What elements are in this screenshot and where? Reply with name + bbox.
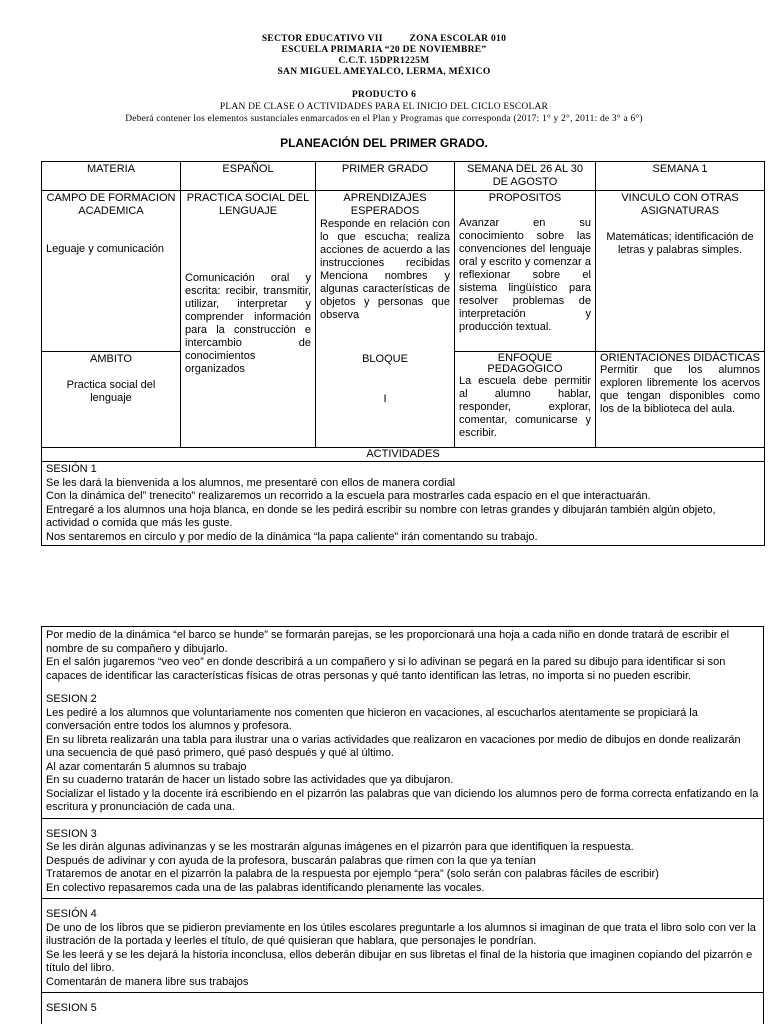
orientaciones-value: Permitir que los alumnos exploren libremente los acervos que tengan disponibles como los de la biblioteca del aula.: [600, 364, 760, 415]
cell-grado: PRIMER GRADO: [316, 162, 455, 191]
cell-propositos: [455, 191, 596, 352]
cell-semana-numero: SEMANA 1: [596, 162, 765, 191]
activity-line: De uno de los libros que se pidieron previamente en los útiles escolares preguntarle a los alumnos si imaginan de que trata el libro solo con ver la ilustración de la portada y leerles el título, de qué quisieran que hablara, que personajes le pondrían.: [46, 921, 756, 947]
cell-ambito: [42, 352, 181, 448]
header-location: SAN MIGUEL AMEYALCO, LERMA, MÉXICO: [277, 67, 491, 77]
activity-line: Socializar el listado y la docente irá escribiendo en el pizarrón las palabras que van diciendo los alumnos pero de forma correcta enfatizando en la escritura y pronunciación de cada una.: [46, 787, 759, 813]
practica-label: PRACTICA SOCIAL DEL LENGUAJE: [186, 192, 310, 217]
bloque-value: I: [383, 392, 387, 405]
table-row-ambito: [42, 352, 765, 448]
cell-aprendizajes: [316, 191, 455, 352]
propositos-label: PROPOSITOS: [488, 192, 562, 204]
activity-line: En su cuaderno tratarán de hacer un listado sobre las actividades que ya dibujaron.: [46, 774, 454, 786]
vinculo-value: Matemáticas; identificación de letras y palabras simples.: [606, 231, 754, 256]
table-row-sesion1: [42, 462, 765, 546]
header-school-name: ESCUELA PRIMARIA “20 DE NOVIEMBRE”: [281, 45, 487, 55]
vinculo-label: VINCULO CON OTRAS ASIGNATURAS: [621, 192, 739, 217]
sesion-3: [42, 819, 763, 900]
cell-vinculo: [596, 191, 765, 352]
ambito-value: Practica social del lenguaje: [66, 379, 156, 404]
aprendizajes-value: Responde en relación con lo que escucha; realiza acciones de acuerdo a las instrucciones recibidas Menciona nombres y algunas características de objetos y personas que observa: [320, 218, 450, 321]
sesion-1: [42, 462, 765, 546]
activity-line: En el salón jugaremos “veo veo” en donde describirá a un compañero y si lo adivinan se pegará en la pared su dibujo para identificar si son capaces de identificar las características físicas de otras personas y qué tanto identifican las letras, no importa si no pueden escribir.: [46, 656, 726, 682]
activity-line: Después de adivinar y con ayuda de la profesora, buscarán palabras que rimen con la que ya tenían: [46, 854, 536, 867]
campo-value: Leguaje y comunicación: [46, 243, 165, 255]
sesion-2-title: SESION 2: [46, 693, 97, 705]
cell-materia: MATERIA: [42, 162, 181, 191]
cell-practica: [181, 191, 316, 448]
product-label: PRODUCTO 6: [351, 90, 417, 100]
practica-value: Comunicación oral y escrita: recibir, transmitir, utilizar, interpretar y comprender información para la construcción e intercambio de conocimientos organizados: [185, 272, 311, 375]
aprendizajes-label: APRENDIZAJES ESPERADOS: [343, 192, 427, 217]
activity-line: Trataremos de anotar en el pizarrón la palabra de la respuesta por ejemplo “pera” (solo serán con palabras fáciles de escribir): [46, 868, 659, 880]
cell-semana-fecha: SEMANA DEL 26 AL 30 DE AGOSTO: [455, 162, 596, 191]
header-cct: C.C.T. 15DPR1225M: [338, 56, 430, 66]
plan-subtitle: PLAN DE CLASE O ACTIVIDADES PARA EL INICIO DEL CICLO ESCOLAR: [219, 102, 549, 112]
enfoque-value: La escuela debe permitir al alumno hablar, responder, explorar, comentar, comunicarse y escribir.: [459, 375, 591, 439]
planning-table: [41, 161, 765, 546]
enfoque-label: ENFOQUE PEDAGOGICO: [487, 352, 563, 375]
sesion-1-line: Con la dinámica del” trenecito” realizaremos un recorrido a la escuela para mostrarles cada espacio en el que interactuarán.: [46, 490, 651, 502]
activity-line: Al azar comentarán 5 alumnos su trabajo: [46, 760, 247, 773]
activity-line: Comentarán de manera libre sus trabajos: [46, 975, 249, 988]
actividades-label: ACTIVIDADES: [42, 448, 765, 462]
ambito-label: AMBITO: [90, 353, 132, 365]
page-title: PLANEACIÓN DEL PRIMER GRADO.: [280, 136, 488, 150]
sesion-5: [42, 993, 763, 1016]
sesion-1-line: Entregaré a los alumnos una hoja blanca, en donde se les pedirá escribir su nombre con letras grandes y dibujarán también algún objeto, actividad o comida que más les guste.: [46, 503, 716, 529]
cell-espanol: ESPAÑOL: [181, 162, 316, 191]
school-header: [0, 34, 768, 78]
header-sector-zone: SECTOR EDUCATIVO VII ZONA ESCOLAR 010: [261, 34, 507, 44]
activity-line: Se les dirán algunas adivinanzas y se les mostrarán algunas imágenes en el pizarrón para que identifiquen la respuesta.: [46, 841, 634, 853]
sesion-5-title: SESION 5: [46, 1002, 97, 1014]
propositos-value: Avanzar en su conocimiento sobre las convenciones del lenguaje oral y escrito y comenzar a reflexionar sobre el sistema lingüístico para resolver problemas de interpretación y producción textual.: [459, 217, 591, 333]
activity-line: En colectivo repasaremos cada una de las palabras identificando plenamente las vocales.: [46, 881, 485, 894]
cell-bloque: [316, 352, 455, 448]
sesion-1-title: SESIÓN 1: [46, 463, 97, 475]
activity-line: En su libreta realizarán una tabla para ilustrar una o varias actividades que realizaron en vacaciones por medio de dibujos en donde realizarán una secuencia de qué pasó primero, qué pasó después y qué al último.: [46, 733, 741, 759]
sesion-1-continuation: [42, 627, 763, 819]
cell-enfoque: [455, 352, 596, 448]
bloque-label: BLOQUE: [362, 352, 408, 365]
activities-continuation: [41, 626, 764, 1024]
orientaciones-label: ORIENTACIONES DIDÁCTICAS: [600, 352, 760, 364]
sesion-1-line: Se les dará la bienvenida a los alumnos, me presentaré con ellos de manera cordial: [46, 476, 456, 489]
campo-label: CAMPO DE FORMACION ACADEMICA: [46, 192, 176, 217]
sesion-1-line: Nos sentaremos en circulo y por medio de la dinámica “la papa caliente” irán comentando su trabajo.: [46, 530, 538, 543]
table-row-actividades-header: [42, 448, 765, 462]
activity-line: Por medio de la dinámica “el barco se hunde” se formarán parejas, se les proporcionará una hoja a cada niño en donde tratará de escribir el nombre de su compañero y dibujarlo.: [46, 629, 730, 655]
sesion-4-title: SESIÓN 4: [46, 908, 97, 920]
sesion-3-title: SESION 3: [46, 827, 97, 840]
cell-orientaciones: [596, 352, 765, 448]
plan-note: Deberá contener los elementos sustanciales enmarcados en el Plan y Programas que corresponda (2017: 1° y 2°, 2011: de 3° a 6°): [125, 114, 643, 124]
sesion-4: [42, 899, 763, 993]
activity-line: Se les leerá y se les dejará la historia inconclusa, ellos deberán dibujar en sus libretas el final de la historia que imaginen copiando del pizarrón e título del libro.: [46, 948, 753, 974]
cell-campo: [42, 191, 181, 352]
table-row-campo: [42, 191, 765, 352]
activity-line: Les pediré a los alumnos que voluntariamente nos comenten que hicieron en vacaciones, al escucharlos atentamente se propiciará la conversación entre todos los alumnos y profesora.: [46, 706, 698, 732]
table-header-row: [42, 162, 765, 191]
